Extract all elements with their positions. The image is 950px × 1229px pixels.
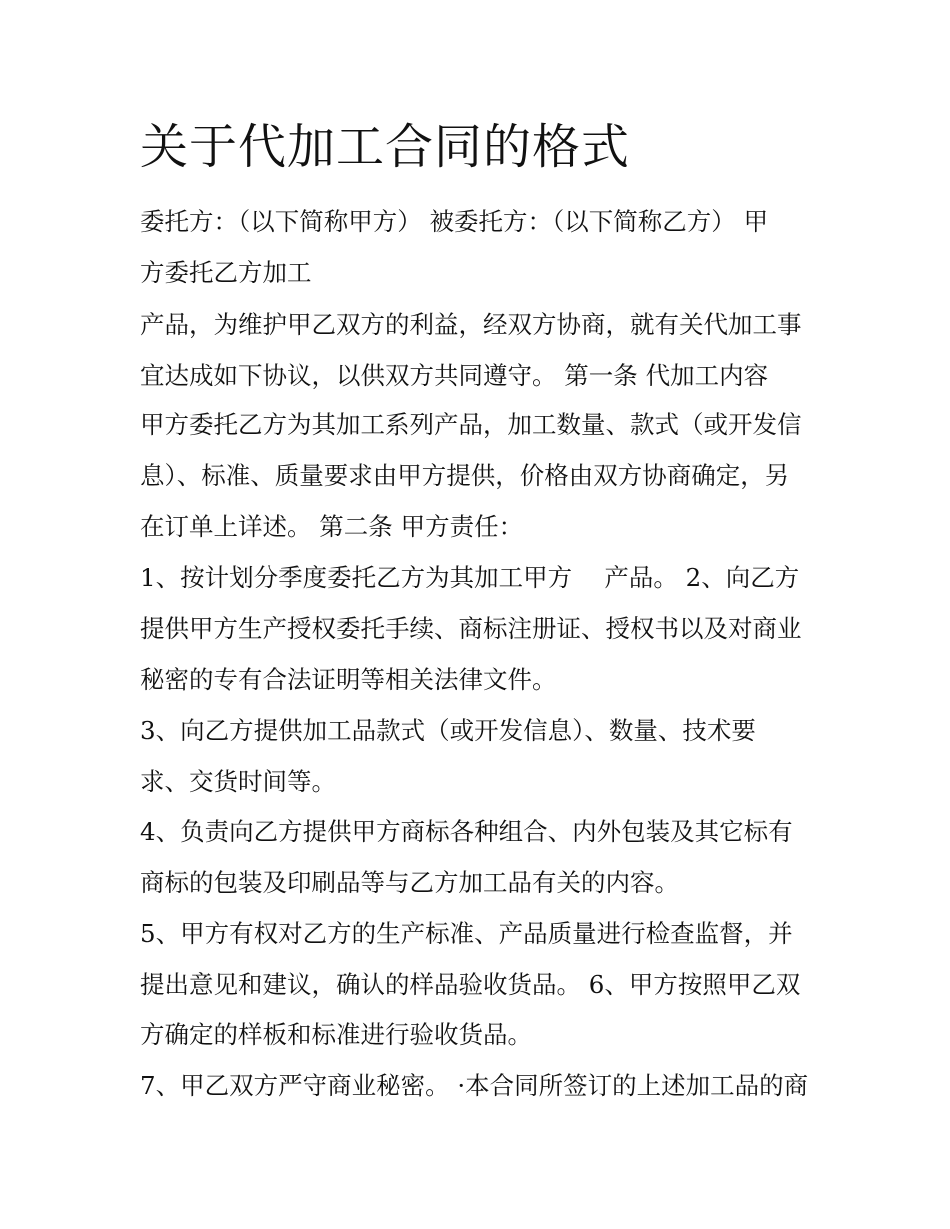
text-line-17: 方确定的样板和标准进行验收货品。	[140, 1020, 532, 1049]
document-title: 关于代加工合同的格式	[140, 119, 631, 175]
text-line-5: 甲方委托乙方为其加工系列产品，加工数量、款式（或开发信	[140, 410, 802, 439]
text-line-2: 方委托乙方加工	[140, 258, 312, 287]
text-line-14: 商标的包装及印刷品等与乙方加工品有关的内容。	[140, 868, 679, 897]
text-line-13: 4、负责向乙方提供甲方商标各种组合、内外包装及其它标有	[140, 817, 793, 846]
text-line-3: 产品，为维护甲乙双方的利益，经双方协商，就有关代加工事	[140, 310, 802, 339]
text-line-12: 求、交货时间等。	[140, 767, 336, 796]
text-line-1: 委托方：（以下简称甲方） 被委托方：（以下简称乙方） 甲	[140, 207, 769, 236]
text-line-7: 在订单上详述。 第二条 甲方责任：	[140, 512, 524, 541]
text-line-10: 秘密的专有合法证明等相关法律文件。	[140, 665, 557, 694]
text-line-11: 3、向乙方提供加工品款式（或开发信息）、数量、技术要	[140, 716, 756, 745]
text-line-18: 7、甲乙双方严守商业秘密。 ·本合同所签订的上述加工品的商	[140, 1071, 809, 1100]
text-line-15: 5、甲方有权对乙方的生产标准、产品质量进行检查监督，并	[140, 919, 793, 948]
text-line-4: 宜达成如下协议，以供双方共同遵守。 第一条 代加工内容	[140, 361, 769, 390]
text-line-9: 提供甲方生产授权委托手续、商标注册证、授权书以及对商业	[140, 614, 802, 643]
text-line-8: 1、按计划分季度委托乙方为其加工甲方 产品。 2、向乙方	[140, 563, 800, 592]
text-line-6: 息）、标准、质量要求由甲方提供，价格由双方协商确定，另	[140, 461, 790, 490]
text-line-16: 提出意见和建议，确认的样品验收货品。 6、甲方按照甲乙双	[140, 970, 801, 999]
